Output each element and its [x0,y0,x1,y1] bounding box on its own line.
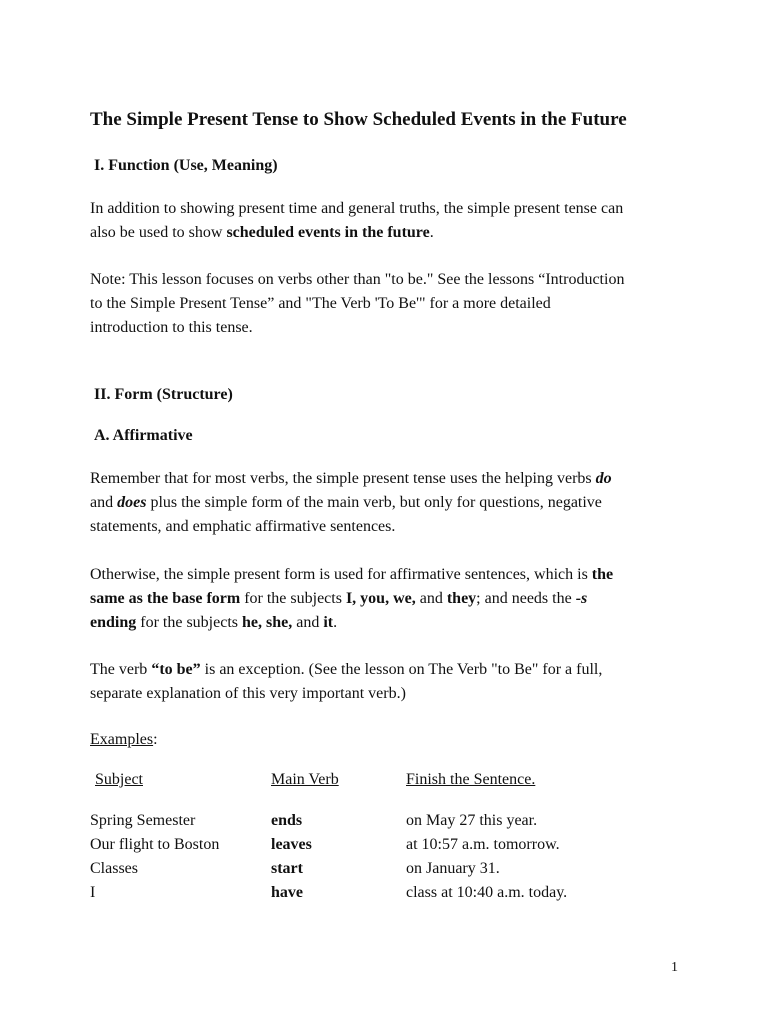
page-number: 1 [671,960,678,975]
table-cell-finish: on January 31. [406,860,500,877]
examples-label [90,728,158,752]
paragraph-line [90,587,613,611]
helping-verbs-paragraph [90,467,612,539]
bold-text: he, she, [242,614,293,631]
table-cell-verb: leaves [271,836,312,853]
text-run: . [333,614,338,631]
bold-text: the [591,566,614,583]
examples-label-text: Examples [90,731,154,748]
bold-text: “to be” [151,661,201,678]
table-header-main-verb: Main Verb [271,771,339,788]
text-run: and [292,614,324,631]
table-header-subject: Subject [95,771,143,788]
paragraph-line: separate explanation of this very important verb.) [90,685,406,702]
paragraph-line: statements, and emphatic affirmative sentences. [90,518,396,535]
bold-text: it [323,614,334,631]
function-paragraph [90,197,623,245]
text-run: for the subjects [240,590,346,607]
text-run: Remember that for most verbs, the simple present tense uses the helping verbs [90,470,596,487]
paragraph-line [90,563,613,587]
paragraph-line [90,491,612,515]
table-cell-finish: on May 27 this year. [406,812,538,829]
table-header-finish: Finish the Sentence. [406,771,536,788]
bold-text: they [446,590,477,607]
section-2-heading: II. Form (Structure) [94,386,233,403]
bold-italic-text: do [595,470,612,487]
text-run: for the subjects [136,614,242,631]
note-paragraph [90,268,624,340]
text-run: and [415,590,447,607]
paragraph-line [90,221,623,245]
table-cell-finish: at 10:57 a.m. tomorrow. [406,836,560,853]
section-1-heading: I. Function (Use, Meaning) [94,157,278,174]
bold-text: scheduled events in the future [226,224,430,241]
paragraph-line: Note: This lesson focuses on verbs other than "to be." See the lessons “Introduction [90,271,625,288]
bold-text: ending [90,614,137,631]
text-run: . [429,224,434,241]
table-cell-subject: Our flight to Boston [90,836,220,853]
table-cell-subject: Classes [90,860,138,877]
text-run: ; and needs the [476,590,576,607]
table-cell-finish: class at 10:40 a.m. today. [406,884,568,901]
bold-italic-text: does [117,494,147,511]
paragraph-line: to the Simple Present Tense” and "The Verb 'To Be'" for a more detailed [90,295,551,312]
exception-paragraph [90,658,602,706]
base-form-paragraph [90,563,613,635]
bold-text: same as the base form [90,590,241,607]
text-run: and [90,494,118,511]
bold-italic-text: -s [575,590,588,607]
text-run: Otherwise, the simple present form is used for affirmative sentences, which is [90,566,592,583]
text-run: : [153,731,158,748]
paragraph-line: introduction to this tense. [90,319,253,336]
text-run: The verb [90,661,152,678]
table-cell-verb: ends [271,812,303,829]
subsection-a-heading: A. Affirmative [94,427,193,444]
paragraph-line: In addition to showing present time and general truths, the simple present tense can [90,200,624,217]
bold-text: I, you, we, [345,590,416,607]
document-title: The Simple Present Tense to Show Scheduled Events in the Future [90,109,627,130]
paragraph-line [90,611,613,635]
paragraph-line [90,658,602,682]
table-cell-subject: I [90,884,96,901]
table-cell-verb: start [271,860,303,877]
table-cell-subject: Spring Semester [90,812,196,829]
text-run: plus the simple form of the main verb, but only for questions, negative [146,494,602,511]
text-run: also be used to show [90,224,227,241]
text-run: is an exception. (See the lesson on The Verb "to Be" for a full, [200,661,603,678]
paragraph-line [90,467,612,491]
table-cell-verb: have [271,884,303,901]
